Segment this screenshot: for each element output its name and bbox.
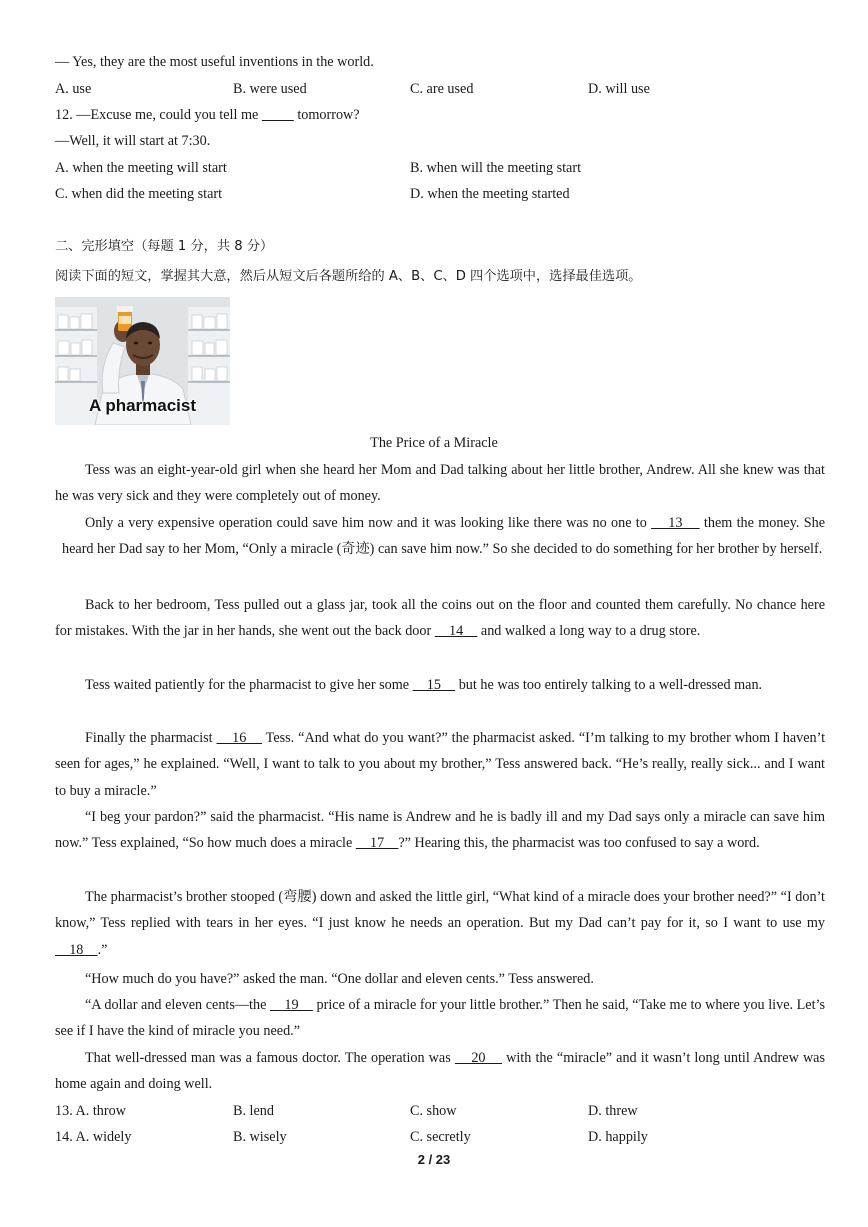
passage-paragraph-9 (55, 992, 825, 1045)
blank-14: 14 (434, 623, 478, 640)
paragraph-text: Finally the pharmacist (85, 730, 217, 746)
passage-paragraph-1 (55, 457, 825, 510)
passage-paragraph-8 (55, 966, 825, 992)
paragraph-text: but he was too entirely talking to a well-dressed man. (455, 677, 763, 693)
blank-20: 20 (454, 1050, 502, 1066)
paragraph-text: “I beg your pardon?” said the pharmacist. “His name is Andrew and he is badly ill and my Dad says only a miracle can save him now.” Tess explained, “So how much does a miracle (55, 809, 825, 852)
pharmacist-photo (55, 297, 230, 425)
section-instruction: 阅读下面的短文，掌握其大意，然后从短文后各题所给的 A、B、C、D 四个选项中，选择最佳选项。 (55, 269, 642, 284)
photo-caption: A pharmacist (88, 396, 197, 415)
q11-answer-line: — Yes, they are the most useful inventions in the world. (55, 54, 374, 70)
paragraph-text: price of a miracle for your little brother.” Then he said, “Take me to where you live. Let’s see if I have the kind of miracle you need.” (55, 997, 826, 1040)
blank-18: 18 (55, 941, 98, 958)
q11-option-c: C. are used (410, 81, 474, 97)
paragraph-text: “How much do you have?” asked the man. “One dollar and eleven cents.” Tess answered. (85, 971, 594, 987)
passage-paragraph-7 (55, 884, 825, 963)
q14-option-d: D. happily (588, 1129, 648, 1145)
q12-option-d: D. when the meeting started (410, 186, 570, 202)
q11-option-b: B. were used (233, 81, 307, 97)
q13-option-d: D. threw (588, 1103, 638, 1119)
passage-title: The Price of a Miracle (370, 435, 498, 451)
section-heading: 二、完形填空（每题 1 分，共 8 分） (55, 239, 274, 254)
q12-option-a: A. when the meeting will start (55, 160, 227, 176)
blank-19: 19 (270, 997, 313, 1013)
paragraph-text: Back to her bedroom, Tess pulled out a glass jar, took all the coins out on the floor and counted them carefully. No chance here for mistakes. With the jar in her hands, she went out the back door (55, 597, 825, 640)
q12-reply: —Well, it will start at 7:30. (55, 133, 211, 149)
passage-paragraph-10 (55, 1045, 825, 1098)
passage-paragraph-3 (55, 592, 825, 645)
blank-15: 15 (412, 677, 456, 693)
q13-option-a: 13. A. throw (55, 1103, 126, 1119)
q12-stem-text: 12. —Excuse me, could you tell me (55, 107, 262, 123)
q12-stem (55, 106, 360, 124)
paragraph-text: The pharmacist’s brother stooped (弯腰) down and asked the little girl, “What kind of a miracle does your brother need?” “I don’t know,” Tess replied with tears in her eyes. “I just know he needs an operation. But my Dad can’t pay for it, so I want to use my (55, 889, 825, 932)
q11-option-a: A. use (55, 81, 92, 97)
passage-paragraph-6 (55, 804, 825, 857)
q14-option-a: 14. A. widely (55, 1129, 132, 1145)
q12-stem-end: tomorrow? (293, 107, 360, 123)
paragraph-text: with the “miracle” and it wasn’t long until Andrew was home again and doing well. (55, 1050, 826, 1093)
paragraph-text: and walked a long way to a drug store. (477, 623, 701, 640)
paragraph-text: ?” Hearing this, the pharmacist was too confused to say a word. (398, 835, 760, 852)
passage-paragraph-2 (62, 510, 825, 563)
paragraph-text: Tess was an eight-year-old girl when she heard her Mom and Dad talking about her little brother, Andrew. All she knew was that he was very sick and they were completely out of money. (55, 462, 825, 505)
q11-option-d: D. will use (588, 81, 650, 97)
page-number: 2 / 23 (417, 1152, 451, 1167)
q12-option-c: C. when did the meeting start (55, 186, 223, 202)
q14-option-b: B. wisely (233, 1129, 287, 1145)
blank-17: 17 (355, 835, 399, 852)
q12-blank (262, 107, 294, 123)
paragraph-text: Tess. “And what do you want?” the pharmacist asked. “I’m talking to my brother whom I haven’t seen for ages,” he explained. “Well, I want to talk to you about my brother,” Tess answered back. “He’s really, really sick... and I want to buy a miracle.” (55, 730, 826, 799)
blank-13: 13 (651, 515, 700, 531)
paragraph-text: Only a very expensive operation could save him now and it was looking like there was no one to (85, 515, 652, 531)
passage-paragraph-5 (55, 725, 825, 804)
q14-option-c: C. secretly (410, 1129, 471, 1145)
paragraph-text: “A dollar and eleven cents—the (85, 997, 270, 1013)
q13-option-b: B. lend (233, 1103, 274, 1119)
paragraph-text: .” (97, 941, 108, 958)
paragraph-text: them the money. She heard her Dad say to her Mom, “Only a miracle (奇迹) can save him now.” So she decided to do something for her brother by herself. (62, 515, 826, 558)
q12-option-b: B. when will the meeting start (410, 160, 582, 176)
q13-option-c: C. show (410, 1103, 457, 1119)
paragraph-text: That well-dressed man was a famous doctor. The operation was (85, 1050, 455, 1066)
paragraph-text: Tess waited patiently for the pharmacist to give her some (85, 677, 413, 693)
blank-16: 16 (216, 730, 263, 746)
passage-paragraph-4 (55, 672, 825, 698)
